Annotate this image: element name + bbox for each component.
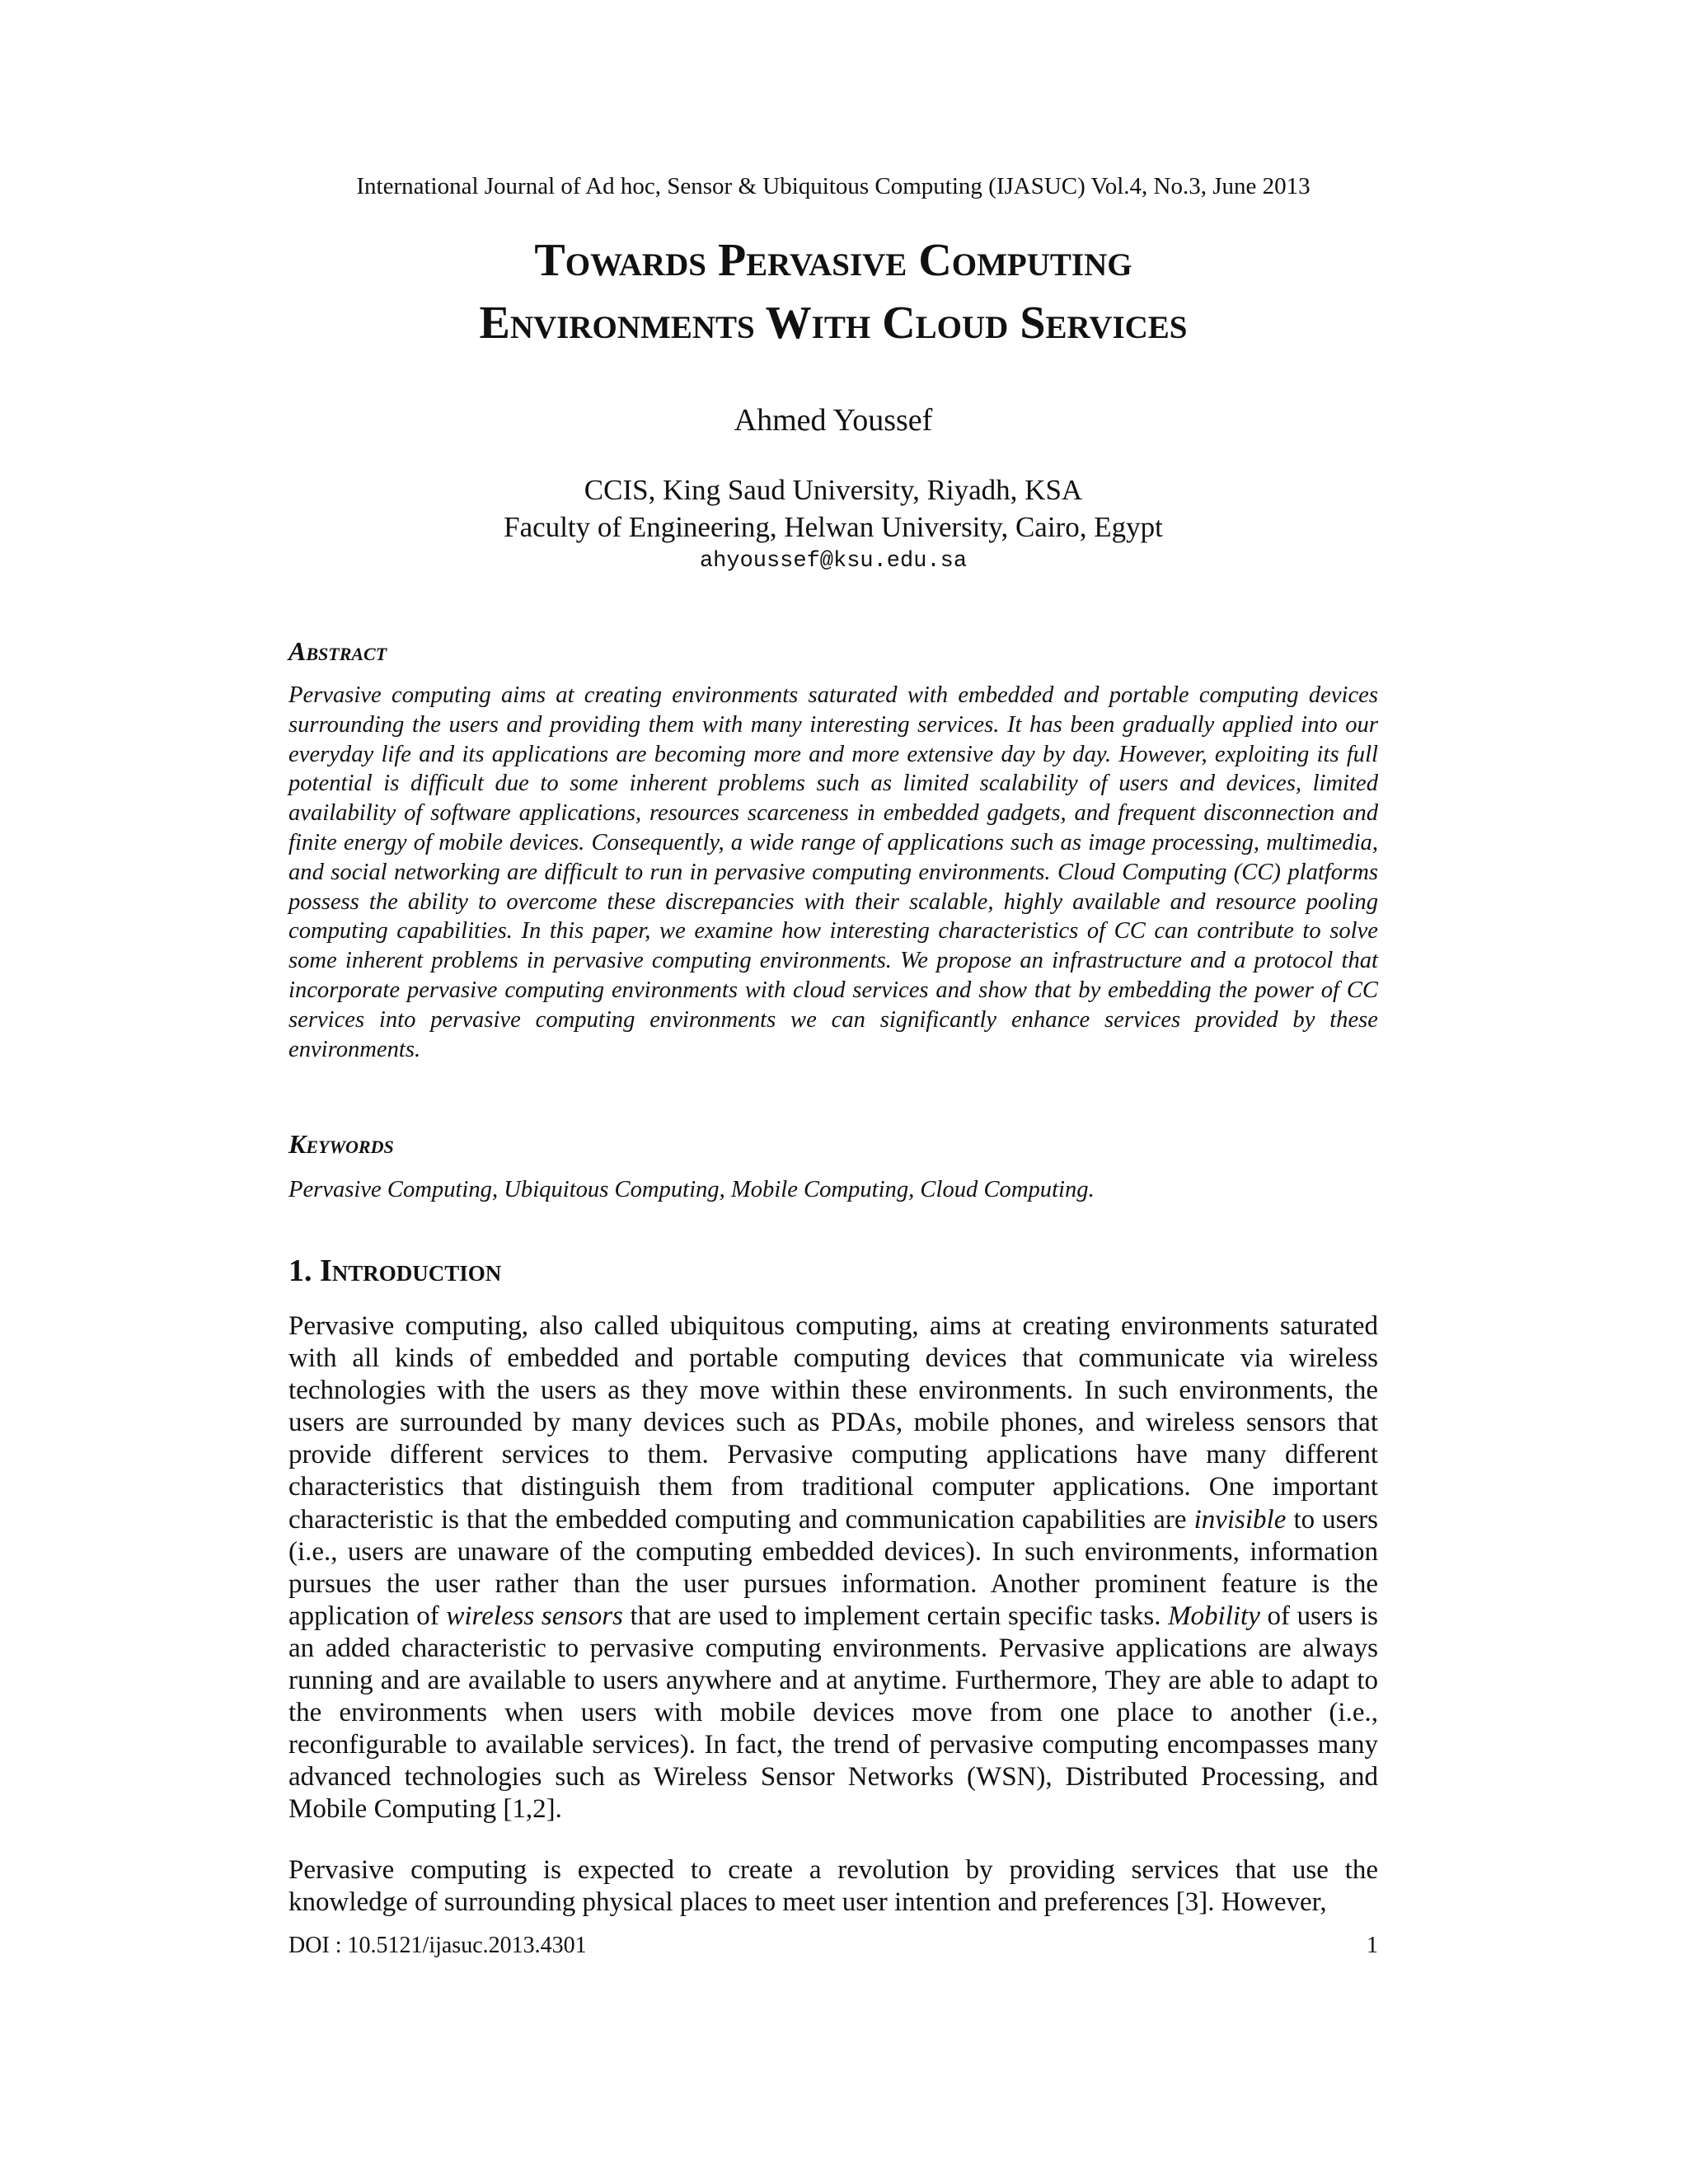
intro-p1-part-b: to users (i.e., users are unaware of the computing embedded devices). In such environments, information pursues the user rather than the user pursues information. Another prominent feature is the application of	[288, 1504, 1378, 1631]
page-footer	[288, 1933, 1378, 1959]
intro-p1-part-c: that are used to implement certain specific tasks.	[622, 1601, 1169, 1631]
intro-p1-part-a: Pervasive computing, also called ubiquitous computing, aims at creating environments saturated with all kinds of embedded and portable computing devices that communicate via wireless technologies with the users as they move within these environments. In such environments, the users are surrounded by many devices such as PDAs, mobile phones, and wireless sensors that provide different services to them. Pervasive computing applications have many different characteristics that distinguish them from traditional computer applications. One important characteristic is that the embedded computing and communication capabilities are	[288, 1311, 1378, 1535]
affiliation-block	[288, 471, 1378, 577]
paper-title	[288, 229, 1378, 354]
author-name: Ahmed Youssef	[734, 403, 933, 438]
title-line-1: Towards Pervasive Computing	[534, 235, 1132, 286]
introduction-paragraph-1	[288, 1310, 1378, 1826]
abstract-heading: Abstract	[288, 636, 387, 666]
title-line-2: Environments With Cloud Services	[479, 298, 1188, 349]
page-number: 1	[1367, 1933, 1378, 1958]
affiliation-2: Faculty of Engineering, Helwan University, Cairo, Egypt	[504, 511, 1163, 543]
introduction-paragraph-2: Pervasive computing is expected to create a revolution by providing services that use the knowledge of surrounding physical places to meet user intention and preferences [3]. However,	[288, 1855, 1378, 1918]
introduction-heading: 1. Introduction	[288, 1254, 502, 1288]
keywords-text: Pervasive Computing, Ubiquitous Computing, Mobile Computing, Cloud Computing.	[288, 1177, 1095, 1202]
intro-p1-emphasis-invisible: invisible	[1193, 1504, 1287, 1535]
intro-p1-emphasis-wireless-sensors: wireless sensors	[446, 1601, 623, 1631]
affiliation-1: CCIS, King Saud University, Riyadh, KSA	[584, 474, 1083, 506]
intro-p1-emphasis-mobility: Mobility	[1168, 1601, 1260, 1631]
author-email: ahyoussef@ksu.edu.sa	[699, 549, 968, 574]
doi-text: DOI : 10.5121/ijasuc.2013.4301	[288, 1933, 587, 1958]
keywords-heading: Keywords	[288, 1129, 394, 1159]
abstract-text: Pervasive computing aims at creating environments saturated with embedded and portable computing devices surrounding the users and providing them with many interesting services. It has been gradually applied into our everyday life and its applications are becoming more and more extensive day by day. However, exploiting its full potential is difficult due to some inherent problems such as limited scalability of users and devices, limited availability of software applications, resources scarceness in embedded gadgets, and frequent disconnection and finite energy of mobile devices. Consequently, a wide range of applications such as image processing, multimedia, and social networking are difficult to run in pervasive computing environments. Cloud Computing (CC) platforms possess the ability to overcome these discrepancies with their scalable, highly available and resource pooling computing capabilities. In this paper, we examine how interesting characteristics of CC can contribute to solve some inherent problems in pervasive computing environments. We propose an infrastructure and a protocol that incorporate pervasive computing environments with cloud services and show that by embedding the power of CC services into pervasive computing environments we can significantly enhance services provided by these environments.	[288, 682, 1378, 1062]
intro-p1-part-d: of users is an added characteristic to pervasive computing environments. Pervasive applications are always running and are available to users anywhere and at anytime. Furthermore, They are able to adapt to the environments when users with mobile devices move from one place to another (i.e., reconfigurable to available services). In fact, the trend of pervasive computing encompasses many advanced technologies such as Wireless Sensor Networks (WSN), Distributed Processing, and Mobile Computing [1,2].	[288, 1601, 1379, 1825]
running-header: International Journal of Ad hoc, Sensor & Ubiquitous Computing (IJASUC) Vol.4, No.3, June 2013	[356, 173, 1311, 199]
